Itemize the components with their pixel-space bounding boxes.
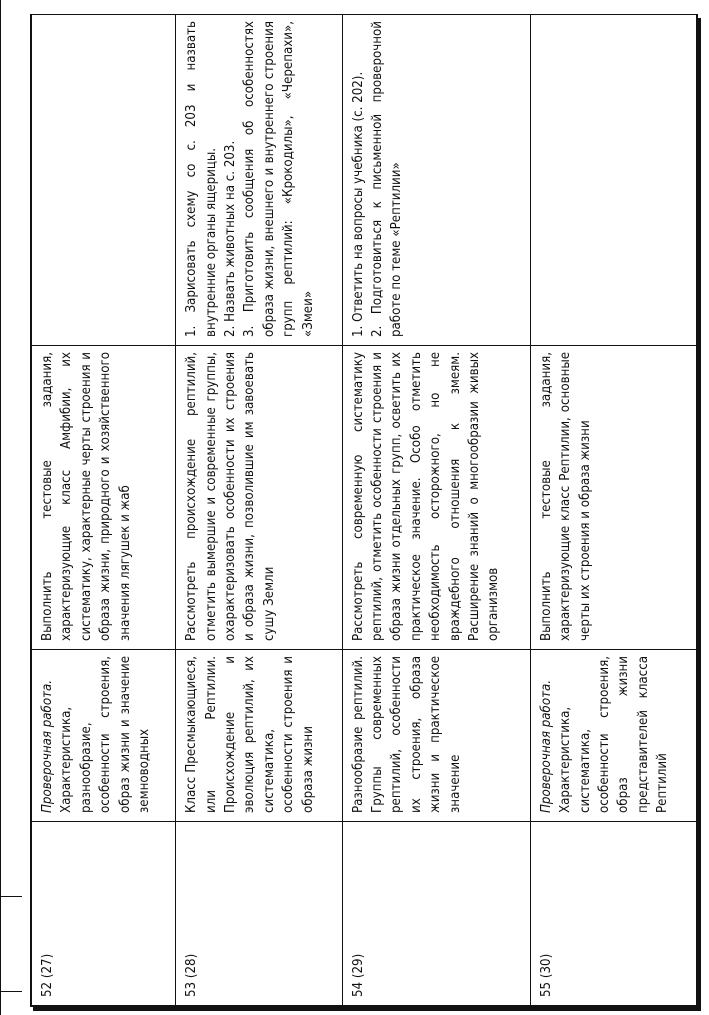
homework-item: 2. Подготовиться к письменной проверочной работе по теме «Рептилии»: [369, 21, 405, 337]
margin-tick: [0, 991, 22, 992]
rotated-lesson-table: [31, 15, 697, 1006]
lesson-topic: [342, 650, 530, 822]
lesson-topic: [32, 650, 176, 822]
topic-text: Класс Пресмыкающиеся, или Рептилии. Происхождение и эволюция рептилий, их систематика, особенности строения и образа жизни: [184, 656, 316, 813]
homework-item: 2. Назвать животных на с. 203.: [223, 140, 239, 337]
lesson-topic: [530, 650, 696, 822]
topic-text: Разнообразие рептилий. Группы современных рептилий, особенности их строения, образа жизни и практическое значение: [350, 656, 463, 813]
topic-text: Характеристика, систематика, особенности строения, образ жизни представителей класса Рептилий: [558, 656, 671, 813]
lesson-number: 52 (27): [32, 822, 176, 1006]
table-row: [176, 15, 342, 1006]
lesson-activity: Выполнить тестовые задания, характеризующие класс Рептилии, основные черты их строения и образа жизни: [530, 346, 696, 650]
lesson-topic: [176, 650, 342, 822]
page-margin-line: [0, 0, 1, 1015]
lesson-homework: [342, 15, 530, 346]
lesson-homework: [176, 15, 342, 346]
homework-item: 1. Ответить на вопросы учебника (с. 202).: [350, 71, 366, 337]
topic-emphasis: Проверочная работа.: [538, 679, 554, 813]
lesson-number: 53 (28): [176, 822, 342, 1006]
lesson-activity: Рассмотреть происхождение рептилий, отметить вымершие и современные группы, охарактеризовать особенности их строения и образа жизни, позволившие им завоевать сушу Земли: [176, 346, 342, 650]
page-frame: [30, 14, 698, 1007]
lesson-homework: [32, 15, 176, 346]
lesson-number: 54 (29): [342, 822, 530, 1006]
topic-emphasis: Проверочная работа.: [40, 679, 55, 813]
lesson-number: 55 (30): [530, 822, 696, 1006]
lesson-activity: Рассмотреть современную систематику рептилий, отметить особенности строения и образа жизни отдельных групп, осветить их практическое значение. Особо отметить необходимость осторожного, но не враждебного отношения к змеям. Расширение знаний о многообразии живых организмов: [342, 346, 530, 650]
homework-item: 3. Приготовить сообщения об особенностях образа жизни, внешнего и внутреннего строения групп рептилий: «Крокодилы», «Черепахи», «Змеи»: [242, 21, 316, 337]
lesson-plan-table: [31, 14, 697, 1006]
lesson-activity: Выполнить тестовые задания, характеризующие класс Амфибии, их систематику, характерные черты строения и образа жизни, природного и хозяйственного значения лягушек и жаб: [32, 346, 176, 650]
lesson-homework: [530, 15, 696, 346]
homework-item: 1. Зарисовать схему со с. 203 и назвать внутренние органы ящерицы.: [184, 21, 219, 337]
table-row: [530, 15, 696, 1006]
margin-tick: [0, 896, 22, 897]
table-row: [32, 15, 176, 1006]
table-row: [342, 15, 530, 1006]
topic-text: Характеристика, разнообразие, особенности строения, образ жизни и значение земноводных: [59, 656, 153, 813]
